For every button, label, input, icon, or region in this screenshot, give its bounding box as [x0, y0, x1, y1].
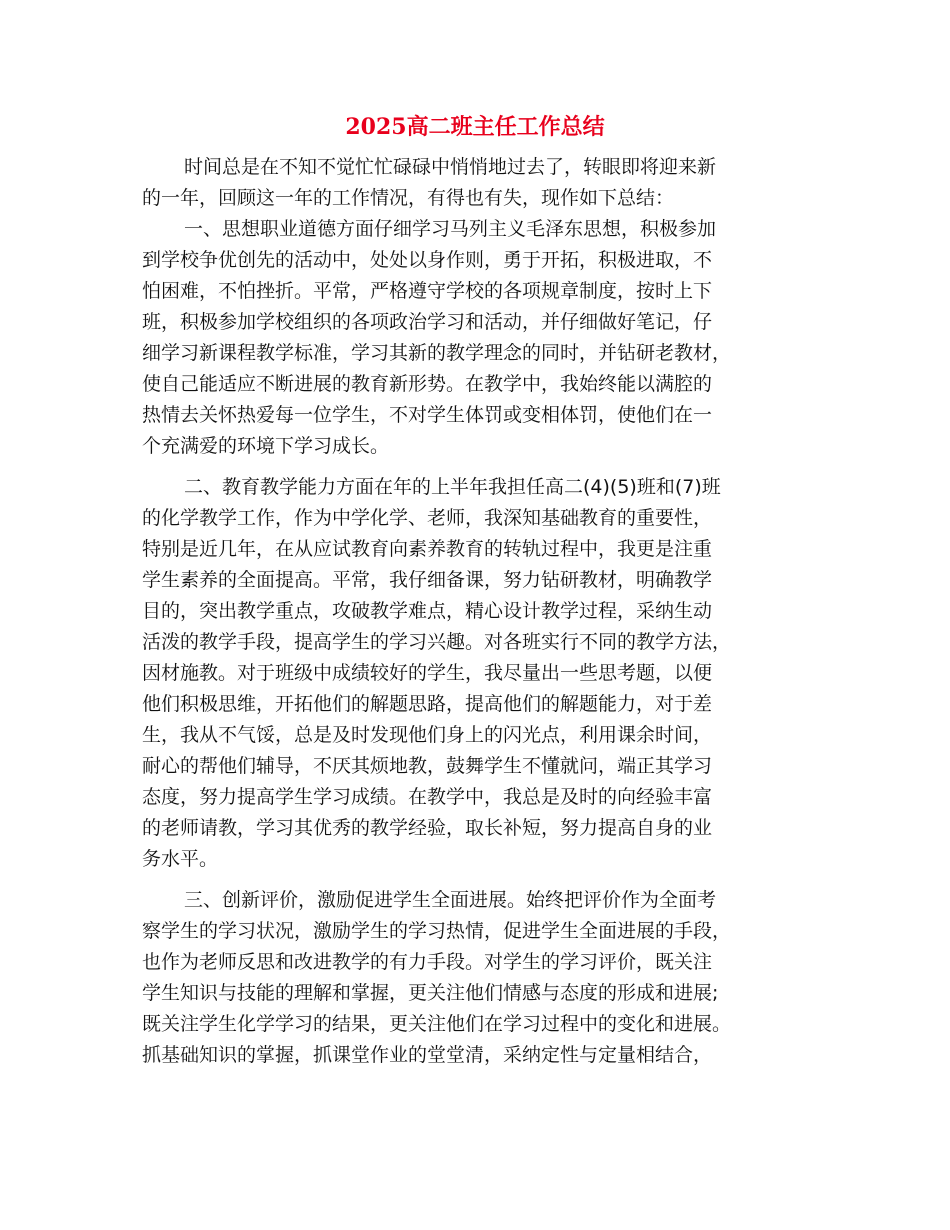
- text-line: 也作为老师反思和改进教学的有力手段。对学生的学习评价，既关注: [142, 951, 713, 973]
- text-line: 个充满爱的环境下学习成长。: [142, 435, 390, 457]
- text-line: 到学校争优创先的活动中，处处以身作则，勇于开拓，积极进取，不: [142, 249, 713, 271]
- text-line: 二、教育教学能力方面在年的上半年我担任高二(4)(5)班和(7)班: [184, 476, 721, 498]
- paragraph: [142, 214, 832, 462]
- text-line: 细学习新课程教学标准，学习其新的教学理念的同时，并钻研老教材，: [142, 342, 732, 364]
- text-line: 时间总是在不知不觉忙忙碌碌中悄悄地过去了，转眼即将迎来新: [184, 156, 717, 178]
- text-line: 活泼的教学手段，提高学生的学习兴趣。对各班实行不同的教学方法，: [142, 631, 732, 653]
- text-line: 的化学教学工作，作为中学化学、老师，我深知基础教育的重要性，: [142, 507, 713, 529]
- text-line: 务水平。: [142, 848, 219, 870]
- text-line: 的一年，回顾这一年的工作情况，有得也有失，现作如下总结：: [142, 187, 675, 209]
- text-line: 目的，突出教学重点，攻破教学难点，精心设计教学过程，采纳生动: [142, 600, 713, 622]
- text-line: 使自己能适应不断进展的教育新形势。在教学中，我始终能以满腔的: [142, 373, 713, 395]
- text-line: 一、思想职业道德方面仔细学习马列主义毛泽东思想，积极参加: [184, 218, 717, 240]
- text-line: 的老师请教，学习其优秀的教学经验，取长补短，努力提高自身的业: [142, 817, 713, 839]
- text-line: 抓基础知识的掌握，抓课堂作业的堂堂清，采纳定性与定量相结合，: [142, 1044, 713, 1066]
- text-line: 特别是近几年，在从应试教育向素养教育的转轨过程中，我更是注重: [142, 538, 713, 560]
- text-line: 三、创新评价，激励促进学生全面进展。始终把评价作为全面考: [184, 889, 717, 911]
- text-line: 耐心的帮他们辅导，不厌其烦地教，鼓舞学生不懂就问，端正其学习: [142, 755, 713, 777]
- text-line: 态度，努力提高学生学习成绩。在教学中，我总是及时的向经验丰富: [142, 786, 713, 808]
- text-line: 因材施教。对于班级中成绩较好的学生，我尽量出一些思考题，以便: [142, 662, 713, 684]
- text-line: 既关注学生化学学习的结果，更关注他们在学习过程中的变化和进展。: [142, 1013, 732, 1035]
- text-line: 他们积极思维，开拓他们的解题思路，提高他们的解题能力，对于差: [142, 693, 713, 715]
- text-line: 热情去关怀热爱每一位学生，不对学生体罚或变相体罚，使他们在一: [142, 404, 713, 426]
- text-line: 学生知识与技能的理解和掌握，更关注他们情感与态度的形成和进展;: [142, 982, 719, 1004]
- text-line: 怕困难，不怕挫折。平常，严格遵守学校的各项规章制度，按时上下: [142, 280, 713, 302]
- document-body: [142, 152, 832, 1071]
- text-line: 班，积极参加学校组织的各项政治学习和活动，并仔细做好笔记，仔: [142, 311, 713, 333]
- text-line: 生，我从不气馁，总是及时发现他们身上的闪光点，利用课余时间，: [142, 724, 713, 746]
- paragraph: [142, 885, 832, 1071]
- paragraph: [142, 472, 832, 875]
- text-line: 察学生的学习状况，激励学生的学习热情，促进学生全面进展的手段，: [142, 920, 732, 942]
- document-title: 2025高二班主任工作总结: [345, 114, 605, 140]
- paragraph: [142, 152, 832, 214]
- text-line: 学生素养的全面提高。平常，我仔细备课，努力钻研教材，明确教学: [142, 569, 713, 591]
